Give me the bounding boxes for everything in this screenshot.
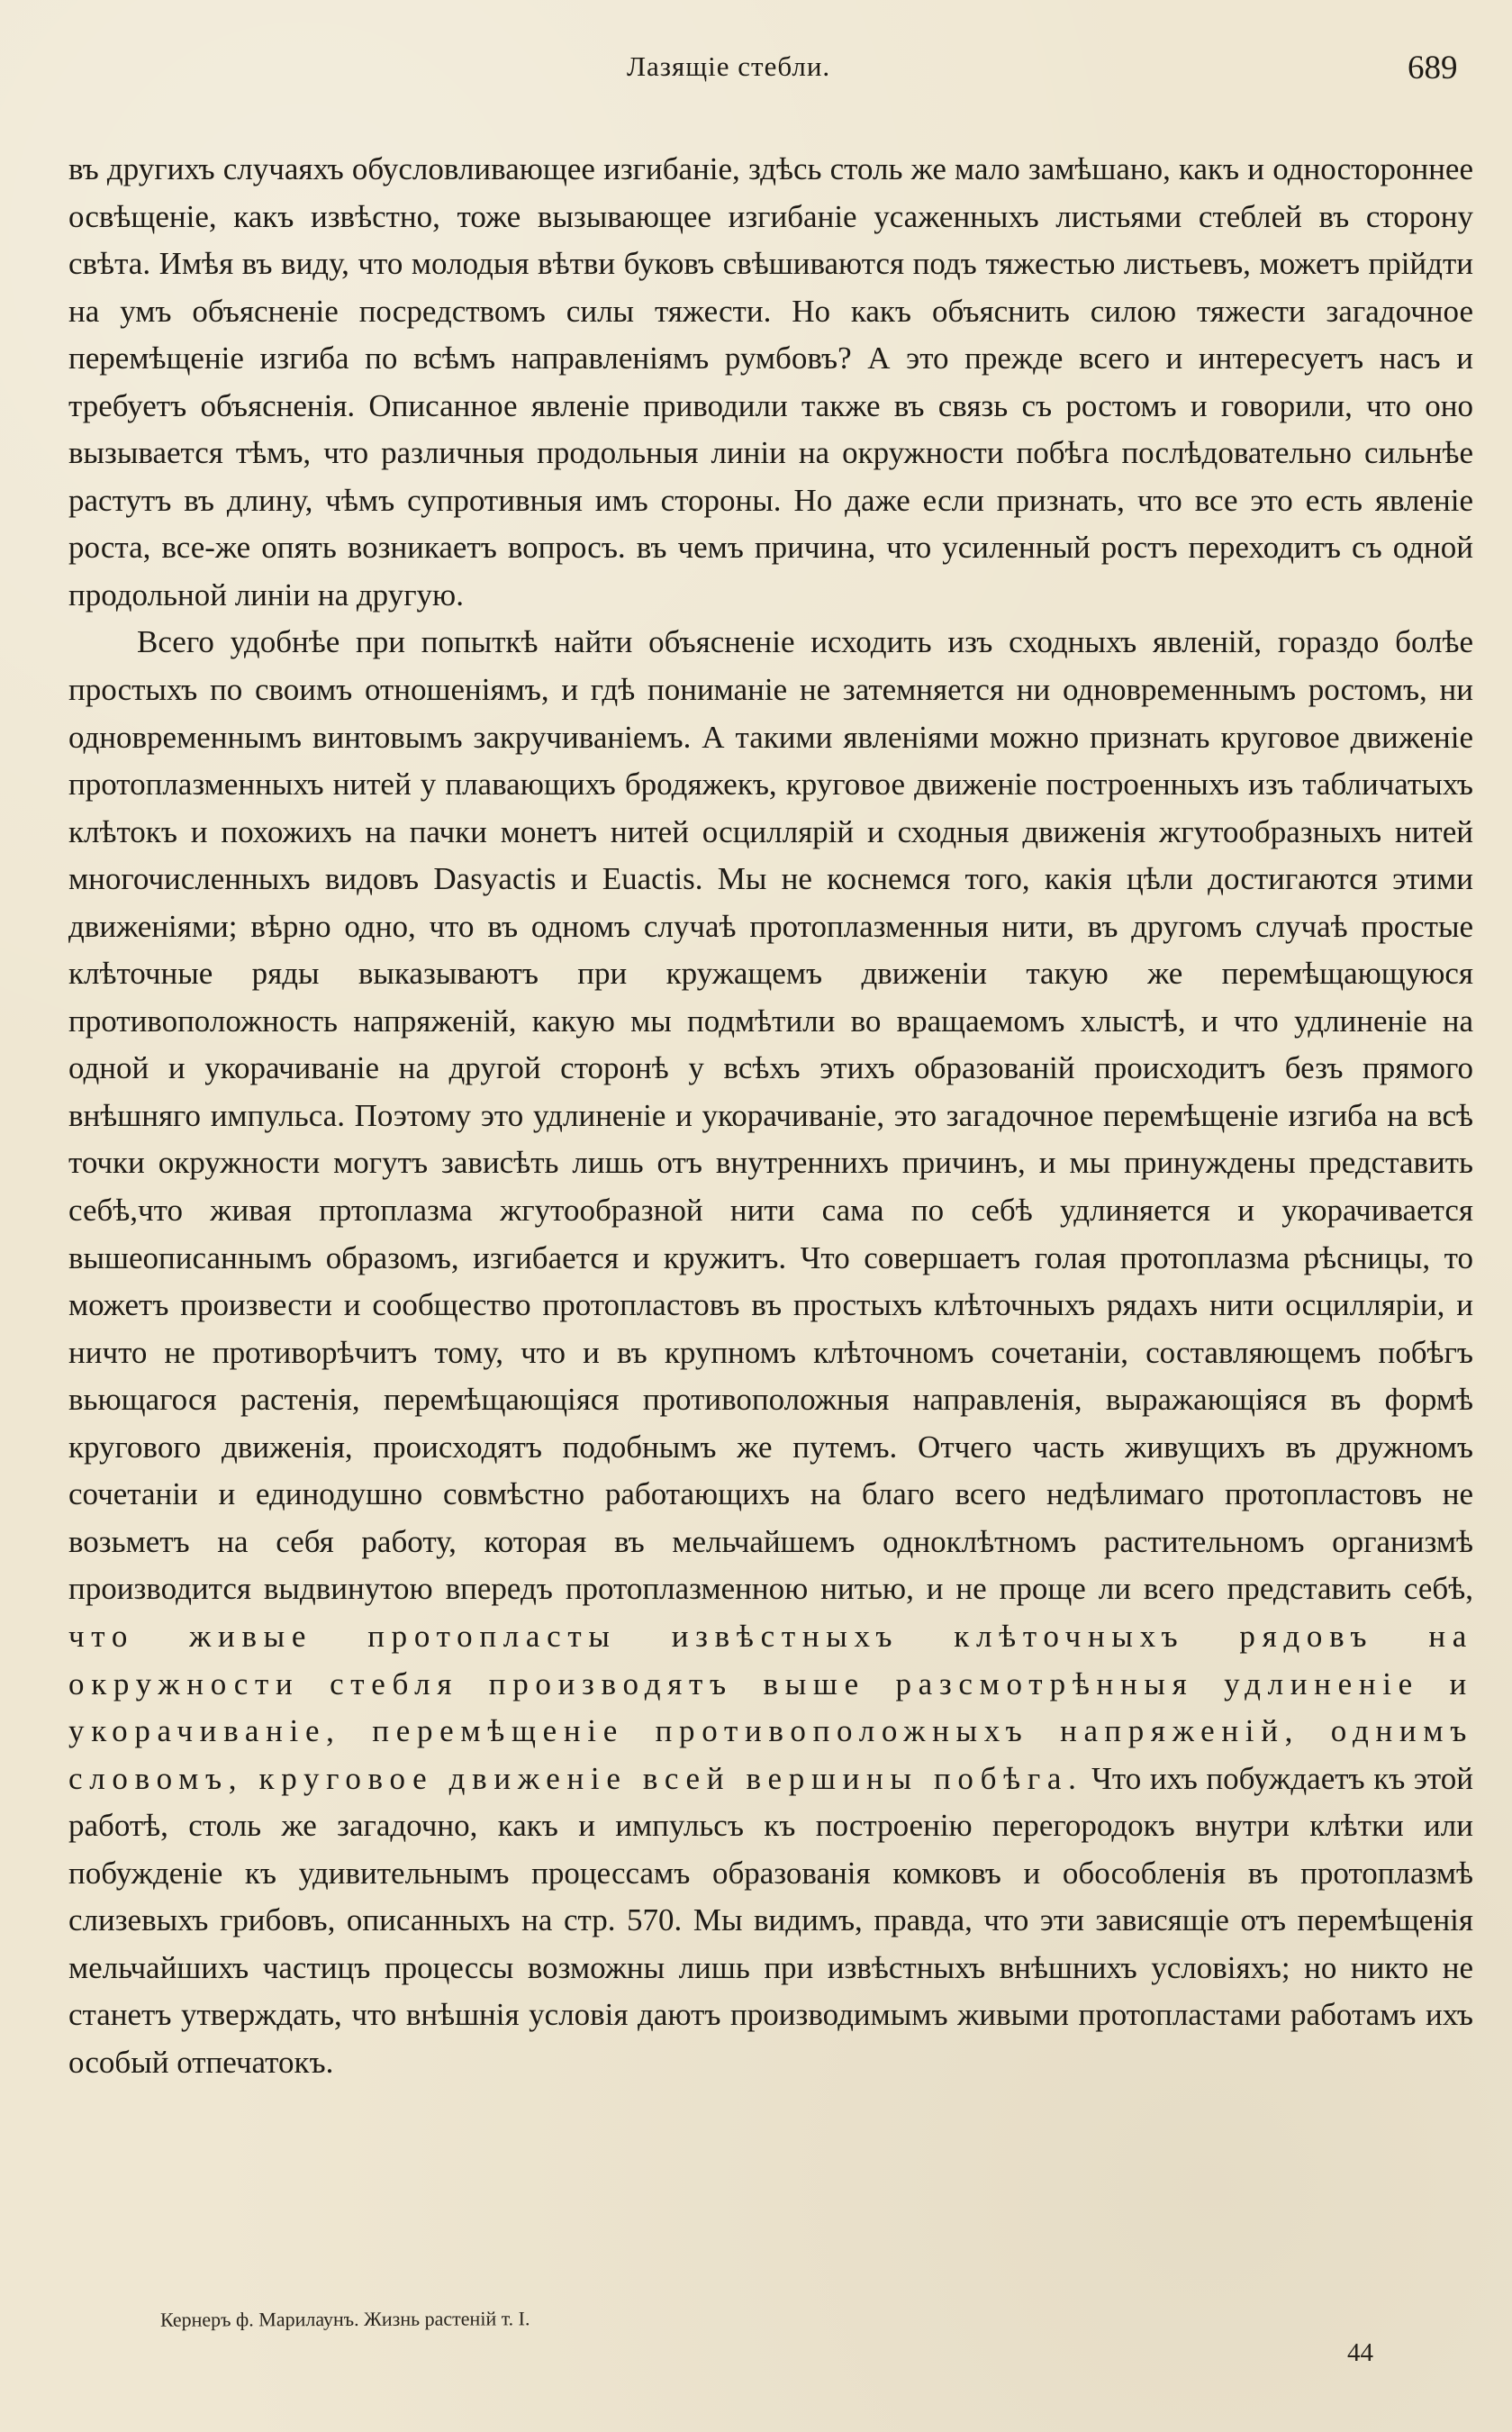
paragraph-2-end-text: Что ихъ побуждаетъ къ этой работѣ, столь же загадочно, какъ и импульсъ къ построенію перегородокъ внутри клѣтки или побужденіе къ удивительнымъ процессамъ образованія комковъ и обособленія въ протоплазмѣ слизевыхъ грибовъ, описанныхъ на стр. 570. Мы видимъ, правда, что эти зависящіе отъ перемѣщенія мельчайшихъ частицъ процессы возможны лишь при извѣстныхъ внѣшнихъ условіяхъ; но никто не станетъ утверждать, что внѣшнія условія даютъ производимымъ живыми протопластами работамъ ихъ особый отпечатокъ. [68, 1760, 1473, 2080]
paragraph-2-spaced-text: что живые протопласты извѣстныхъ клѣточныхъ рядовъ на окружности стебля производятъ выше разсмотрѣнныя удлиненіе и укорачиваніе, перемѣщеніе противоположныхъ напряженій, однимъ словомъ, круговое движеніе всей вершины побѣга. [68, 1618, 1473, 1796]
paragraph-2 [68, 619, 1473, 2086]
paragraph-1: въ другихъ случаяхъ обусловливающее изгибаніе, здѣсь столь же мало замѣшано, какъ и одностороннее освѣщеніе, какъ извѣстно, тоже вызывающее изгибаніе усаженныхъ листьями стеблей въ сторону свѣта. Имѣя въ виду, что молодыя вѣтви буковъ свѣшиваются подъ тяжестью листьевъ, можетъ прійдти на умъ объясненіе посредствомъ силы тяжести. Но какъ объяснить силою тяжести загадочное перемѣщеніе изгиба по всѣмъ направленіямъ румбовъ? А это прежде всего и интересуетъ насъ и требуетъ объясненія. Описанное явленіе приводили также въ связь съ ростомъ и говорили, что оно вызывается тѣмъ, что различныя продольныя линіи на окружности побѣга послѣдовательно сильнѣе растутъ въ длину, чѣмъ супротивныя имъ стороны. Но даже если признать, что все это есть явленіе роста, все-же опять возникаетъ вопросъ. въ чемъ причина, что усиленный ростъ переходитъ съ одной продольной линіи на другую. [68, 151, 1473, 613]
page-header [0, 50, 1512, 99]
paragraph-2-normal-text: Всего удобнѣе при попыткѣ найти объясненіе исходить изъ сходныхъ явленій, гораздо болѣе простыхъ по своимъ отношеніямъ, и гдѣ пониманіе не затемняется ни одновременнымъ ростомъ, ни одновременнымъ винтовымъ закручиваніемъ. А такими явленіями можно признать круговое движеніе протоплазменныхъ нитей у плавающихъ бродяжекъ, круговое движеніе построенныхъ изъ табличатыхъ клѣтокъ и похожихъ на пачки монетъ нитей осциллярій и сходныя движенія жгутообразныхъ нитей многочисленныхъ видовъ Dasyactis и Euactis. Мы не коснемся того, какія цѣли достигаются этими движеніями; вѣрно одно, что въ одномъ случаѣ протоплазменныя нити, въ другомъ случаѣ простые клѣточные ряды выказываютъ при кружащемъ движеніи такую же перемѣщающуюся противоположность напряженій, какую мы подмѣтили во вращаемомъ хлыстѣ, и что удлиненіе на одной и укорачиваніе на другой сторонѣ у всѣхъ этихъ образованій происходитъ безъ прямого внѣшняго импульса. Поэтому это удлиненіе и укорачиваніе, это загадочное перемѣщеніе изгиба на всѣ точки окружности могутъ зависѣть лишь отъ внутреннихъ причинъ, и мы принуждены представить себѣ,что живая пртоплазма жгутообразной нити сама по себѣ удлиняется и укорачивается вышеописаннымъ образомъ, изгибается и кружитъ. Что совершаетъ голая протоплазма рѣсницы, то можетъ произвести и сообщество протопластовъ въ простыхъ клѣточныхъ рядахъ нити осцилляріи, и ничто не противорѣчитъ тому, что и въ крупномъ клѣточномъ сочетаніи, составляющемъ побѣгъ вьющагося растенія, перемѣщающіяся противоположныя направленія, выражающіяся въ формѣ кругового движенія, происходятъ подобнымъ же путемъ. Отчего часть живущихъ въ дружномъ сочетаніи и единодушно совмѣстно работающихъ на благо всего недѣлимаго протопластовъ не возьметъ на себя работу, которая въ мельчайшемъ одноклѣтномъ растительномъ организмѣ производится выдвинутою впередъ протоплазменною нитью, и не проще ли всего представить себѣ, [68, 624, 1473, 1607]
footer-source: Кернеръ ф. Марилаунъ. Жизнь растеній т. I. [159, 2307, 530, 2331]
page-number: 689 [1408, 50, 1458, 86]
signature-number: 44 [1347, 2338, 1373, 2367]
running-title: Лазящіе стебли. [627, 50, 831, 82]
body-text [68, 146, 1473, 2312]
